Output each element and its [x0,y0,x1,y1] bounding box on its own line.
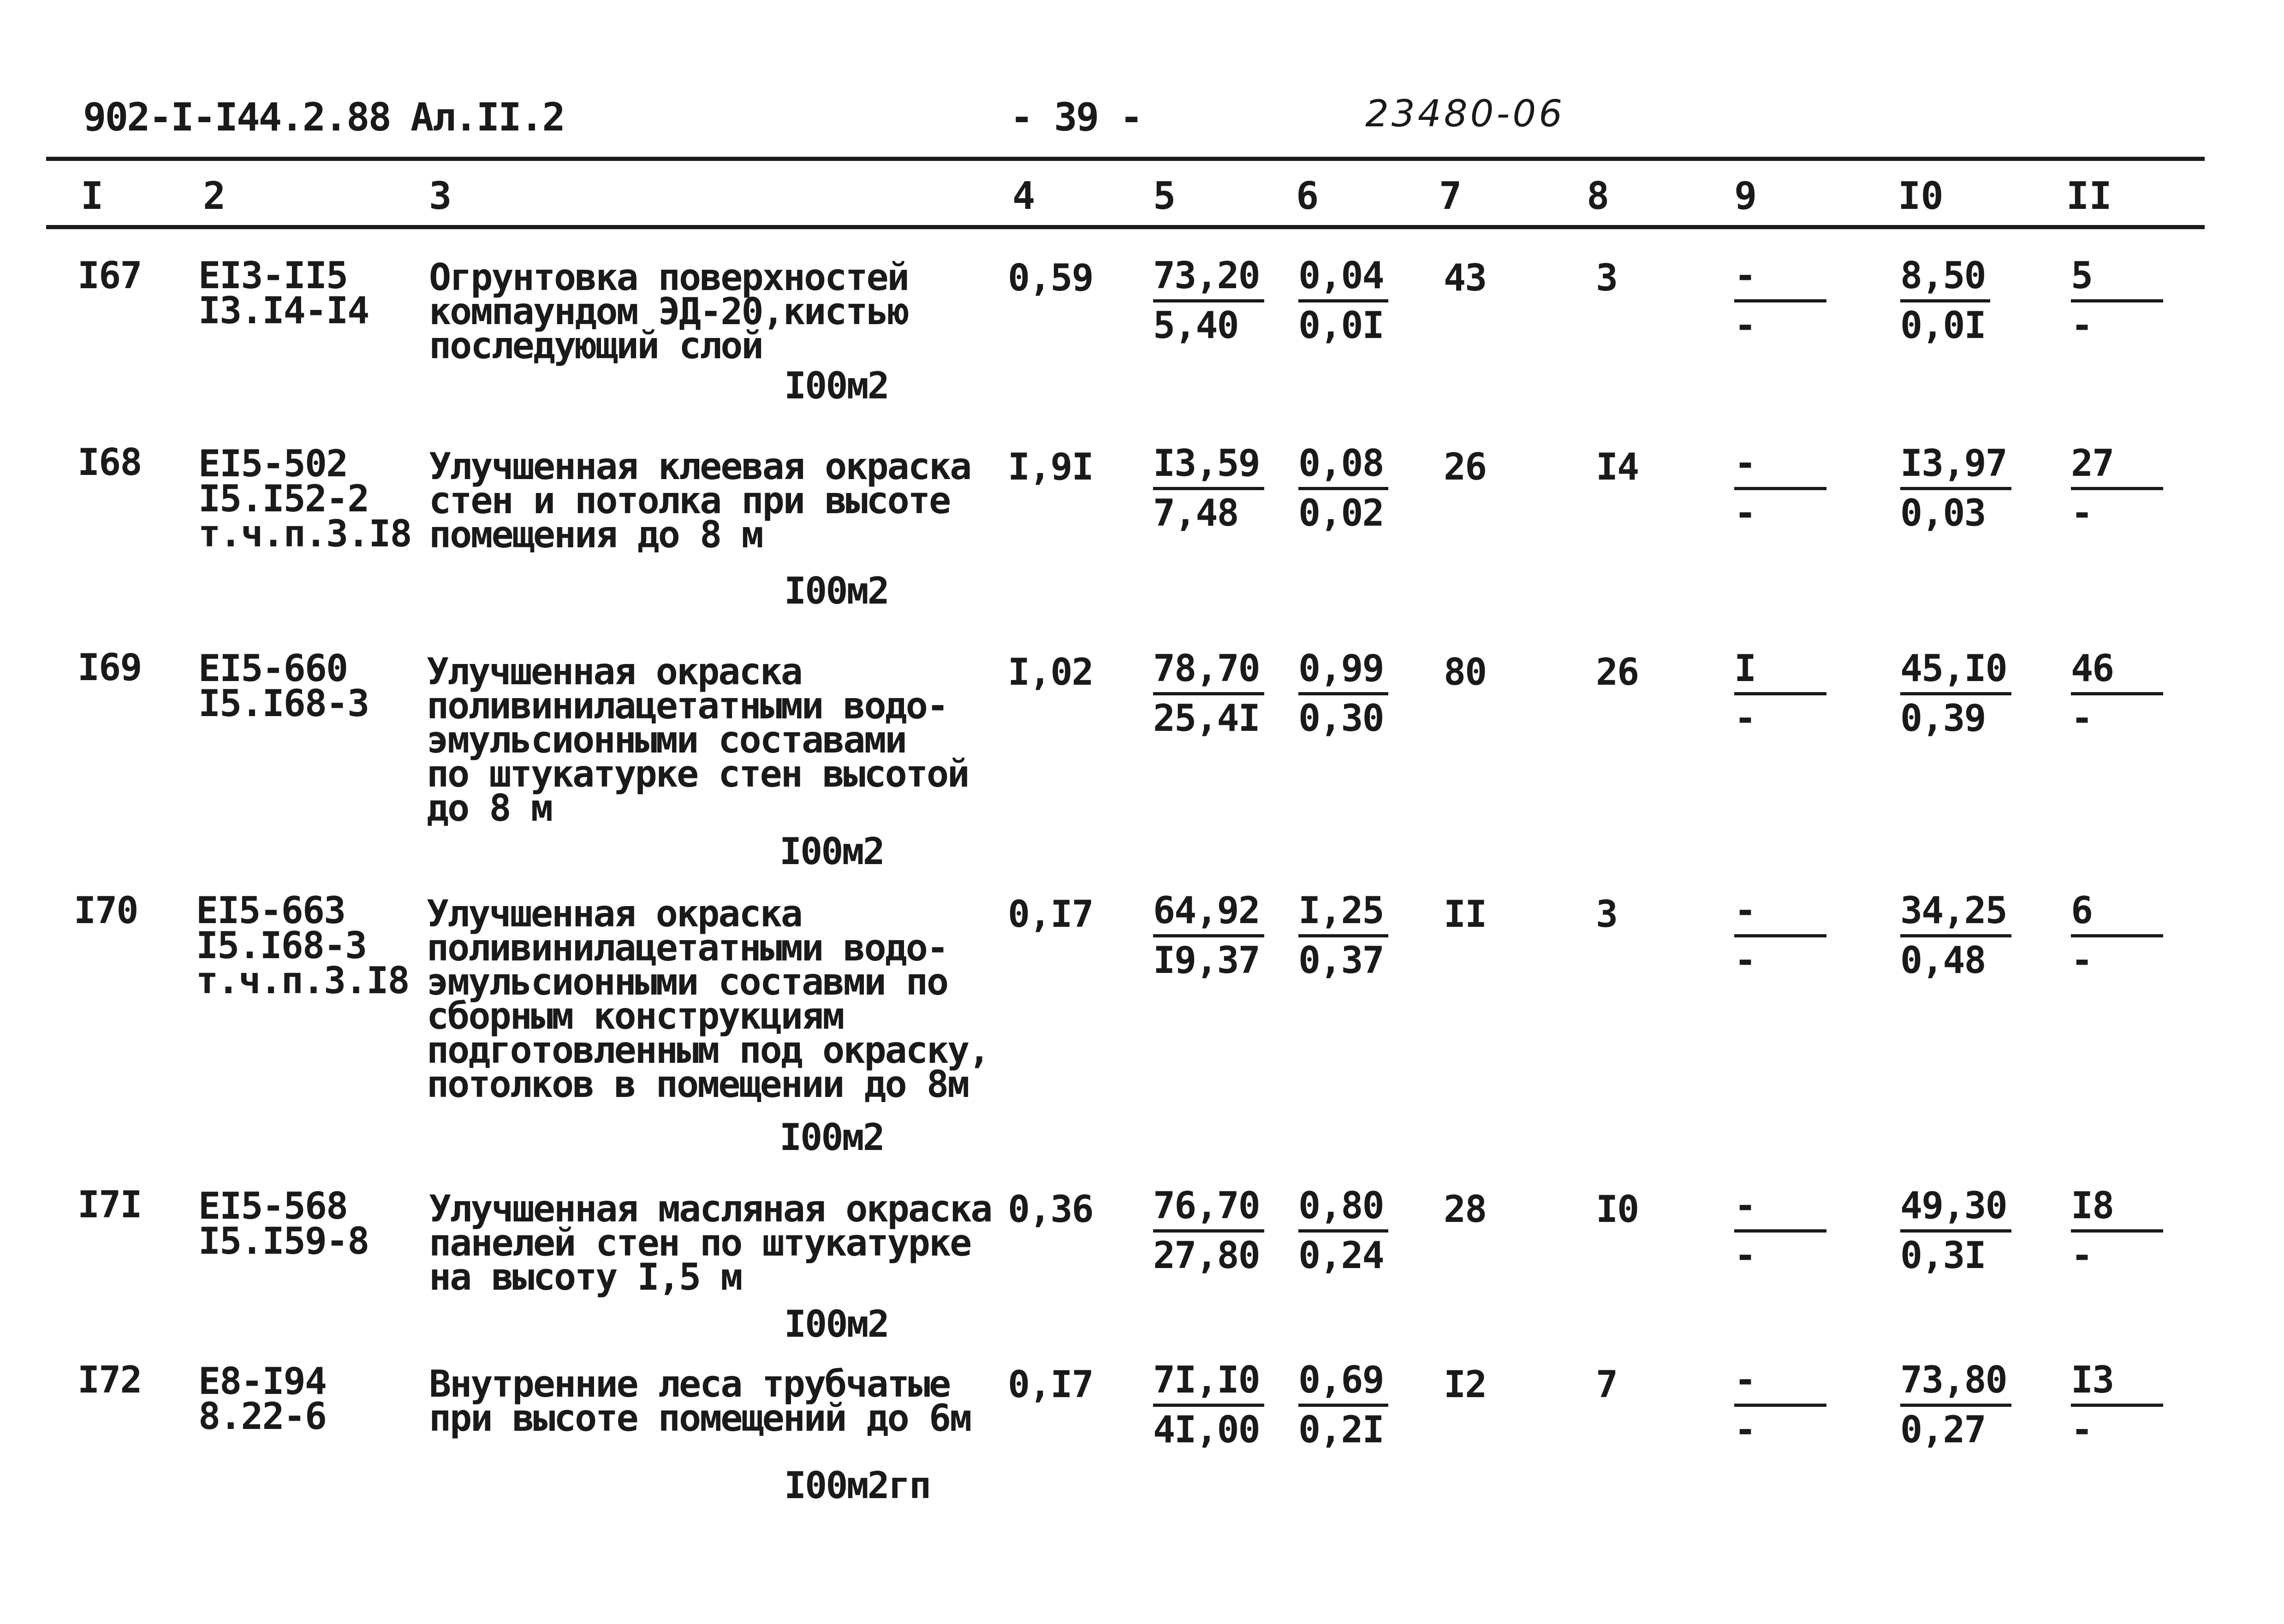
cost-fraction: I3 - [2071,1359,2163,1453]
column-header-1: I [81,174,104,218]
value-col7: 43 [1444,256,1487,299]
document-code: 902-I-I44.2.88 [83,95,391,140]
value-col8: I4 [1596,445,1639,488]
cost-fraction: 6 - [2071,890,2163,984]
cost-fraction: $\frac{34,25}{0,48}$ [1900,890,2011,984]
column-header-8: 8 [1587,174,1610,218]
page-number: - 39 - [1010,95,1142,140]
value-col7: 28 [1444,1188,1487,1231]
row-number: I69 [77,646,142,689]
value-col7: II [1444,893,1487,936]
column-header-5: 5 [1153,174,1176,218]
work-description: Улучшенная окраска поливинилацетатными водо- эмульсионными составами по штукатурке стен высотой до 8 м [427,650,969,830]
cost-fraction: $\frac{45,I0}{0,39}$ [1900,648,2011,741]
row-number: I70 [74,889,138,932]
row-number: I68 [77,441,142,484]
cost-fraction: 5 - [2071,255,2163,349]
cost-fraction: $\frac{I3,97}{0,03}$ [1900,443,2011,536]
unit: I00м2 [784,1303,888,1345]
cost-fraction: $\frac{0,99}{0,30}$ [1298,648,1388,741]
work-description: Внутренние леса трубчатые при высоте помещений до 6м [429,1363,971,1440]
cost-fraction: $\frac{76,70}{27,80}$ [1153,1185,1264,1279]
column-header-3: 3 [429,174,452,218]
cost-fraction: - - [1734,890,1826,984]
quantity: 0,59 [1008,256,1093,299]
column-header-2: 2 [203,174,226,218]
value-col8: 26 [1596,651,1639,693]
work-description: Улучшенная клеевая окраска стен и потолка при высоте помещения до 8 м [429,445,971,556]
cost-fraction: 27 - [2071,443,2163,536]
work-description: Улучшенная масляная окраска панелей стен по штукатурке на высоту I,5 м [429,1187,992,1298]
value-col7: 26 [1444,445,1487,488]
row-number: I7I [77,1183,142,1226]
unit: I00м2гп [784,1464,930,1507]
norm-code: EI5-568 I5.I59-8 [198,1185,369,1262]
norm-code: EI5-660 I5.I68-3 [198,647,369,725]
unit: I00м2 [779,830,884,873]
cost-fraction: $\frac{I3,59}{7,48}$ [1153,443,1264,536]
inventory-number: 23480-06 [1365,92,1565,135]
cost-fraction: $\frac{0,69}{0,2I}$ [1298,1359,1388,1453]
cost-fraction: - - [1734,255,1826,349]
cost-fraction: $\frac{73,20}{5,40}$ [1153,255,1264,349]
cost-fraction: - - [1734,1359,1826,1453]
norm-code: E8-I94 8.22-6 [198,1360,326,1438]
value-col7: 80 [1444,651,1487,693]
value-col7: I2 [1444,1363,1487,1406]
cost-fraction: $\frac{0,80}{0,24}$ [1298,1185,1388,1279]
cost-fraction: $\frac{7I,I0}{4I,00}$ [1153,1359,1264,1453]
cost-fraction: $\frac{0,04}{0,0I}$ [1298,255,1388,349]
column-header-7: 7 [1439,174,1462,218]
quantity: 0,36 [1008,1188,1093,1231]
cost-fraction: $\frac{49,30}{0,3I}$ [1900,1185,2011,1279]
norm-code: EI5-502 I5.I52-2 т.ч.п.3.I8 [198,442,411,555]
cost-fraction: - - [1734,443,1826,536]
quantity: I,02 [1008,651,1093,693]
work-description: Улучшенная окраска поливинилацетатными водо- эмульсионными составми по сборным конструкциям подготовленным под окраску, потолков в помещении до 8м [427,892,989,1106]
column-header-10: I0 [1898,174,1944,218]
quantity: 0,I7 [1008,1363,1093,1406]
table-header-rule [46,225,2205,229]
sheet-label: Ал.II.2 [410,95,565,140]
cost-fraction: $\frac{64,92}{I9,37}$ [1153,890,1264,984]
table-top-rule [46,157,2205,161]
cost-fraction: $\frac{0,08}{0,02}$ [1298,443,1388,536]
value-col8: 3 [1596,256,1618,299]
cost-fraction: I8 - [2071,1185,2163,1279]
column-header-9: 9 [1734,174,1757,218]
unit: I00м2 [784,364,888,407]
unit: I00м2 [779,1116,884,1159]
cost-fraction: $\frac{I,25}{0,37}$ [1298,890,1388,984]
row-number: I67 [77,254,142,297]
cost-fraction: $\frac{78,70}{25,4I}$ [1153,648,1264,741]
value-col8: I0 [1596,1188,1639,1231]
norm-code: EI3-II5 I3.I4-I4 [198,254,369,332]
cost-fraction: $\frac{73,80}{0,27}$ [1900,1359,2011,1453]
cost-fraction: - - [1734,1185,1826,1279]
quantity: 0,I7 [1008,893,1093,936]
column-header-11: II [2066,174,2112,218]
column-header-6: 6 [1296,174,1319,218]
value-col8: 7 [1596,1363,1618,1406]
cost-fraction: 46 - [2071,648,2163,741]
value-col8: 3 [1596,893,1618,936]
column-header-4: 4 [1012,174,1035,218]
cost-fraction: $\frac{8,50}{0,0I}$ [1900,255,1990,349]
cost-fraction: I - [1734,648,1826,741]
norm-code: EI5-663 I5.I68-3 т.ч.п.3.I8 [196,889,409,1002]
row-number: I72 [77,1358,142,1401]
unit: I00м2 [784,569,888,612]
work-description: Огрунтовка поверхностей компаундом ЭД-20,кистью последующий слой [429,256,908,367]
quantity: I,9I [1008,445,1093,488]
